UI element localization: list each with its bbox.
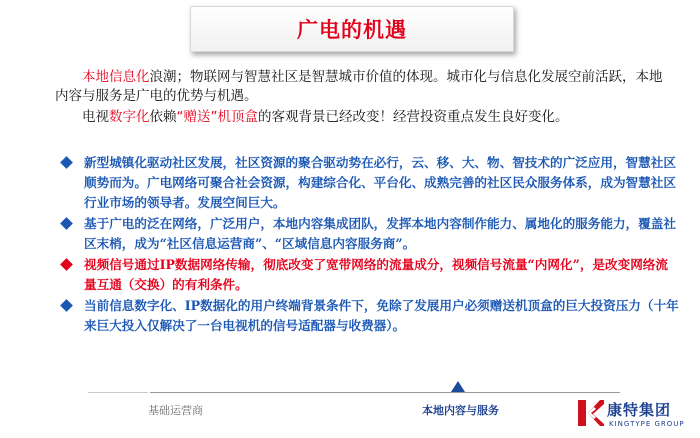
pointer-triangle-icon <box>451 381 465 392</box>
intro-segment: “赠送”机顶盒 <box>176 109 258 125</box>
intro-segment: 依赖 <box>149 109 177 125</box>
footer-divider-left <box>88 392 148 393</box>
intro-paragraph-2 <box>55 108 675 127</box>
intro-segment: 本地信息化 <box>82 69 150 85</box>
bullet-list <box>60 153 680 337</box>
bullet-item <box>60 153 680 213</box>
diamond-bullet-icon <box>60 299 73 312</box>
bullet-text: 视频信号通过IP数据网络传输，彻底改变了宽带网络的流量成分，视频信号流量“内网化”，是改变网络流量互通（交换）的有利条件。 <box>84 257 668 292</box>
title-banner <box>190 6 514 52</box>
bullet-item <box>60 214 680 254</box>
intro-paragraph-1 <box>55 68 675 106</box>
company-logo <box>576 398 696 434</box>
bullet-text: 基于广电的泛在网络，广泛用户，本地内容集成团队，发挥本地内容制作能力、属地化的服务能力，覆盖社区末梢，成为“社区信息运营商”、“区域信息内容服务商”。 <box>84 216 676 251</box>
bullet-text: 当前信息数字化、IP数据化的用户终端背景条件下，免除了发展用户必须赠送机顶盒的巨大投资压力（十年来巨大投入仅解决了一台电视机的信号适配器与收费器）。 <box>84 298 679 333</box>
intro-segment: 数字化 <box>109 109 150 125</box>
intro-text <box>55 68 675 127</box>
logo-name-cn: 康特集团 <box>607 401 672 419</box>
bullet-item <box>60 255 680 295</box>
diamond-bullet-icon <box>60 156 73 169</box>
footer-center-label: 本地内容与服务 <box>422 404 499 417</box>
footer-left-label: 基础运营商 <box>148 404 203 417</box>
kingtype-logo-icon <box>576 398 604 428</box>
footer-divider <box>150 392 620 393</box>
diamond-bullet-icon <box>60 217 73 230</box>
intro-segment: 的客观背景已经改变！经营投资重点发生良好变化。 <box>258 109 569 125</box>
intro-segment: 电视 <box>82 109 109 125</box>
bullet-item <box>60 296 680 336</box>
page-title: 广电的机遇 <box>297 18 407 42</box>
diamond-bullet-icon <box>60 258 73 271</box>
bullet-text: 新型城镇化驱动社区发展，社区资源的聚合驱动势在必行，云、移、大、物、智技术的广泛应用，智慧社区顺势而为。广电网络可聚合社会资源，构建综合化、平台化、成熟完善的社区民众服务体系，成为智慧社区行业市场的领导者。发展空间巨大。 <box>84 155 676 210</box>
intro-segment: 浪潮；物联网与智慧社区是智慧城市价值的体现。城市化与信息化发展空前活跃，本地内容与服务是广电的优势与机遇。 <box>55 69 663 104</box>
logo-name-en: KINGTYPE GROUP <box>609 420 685 428</box>
